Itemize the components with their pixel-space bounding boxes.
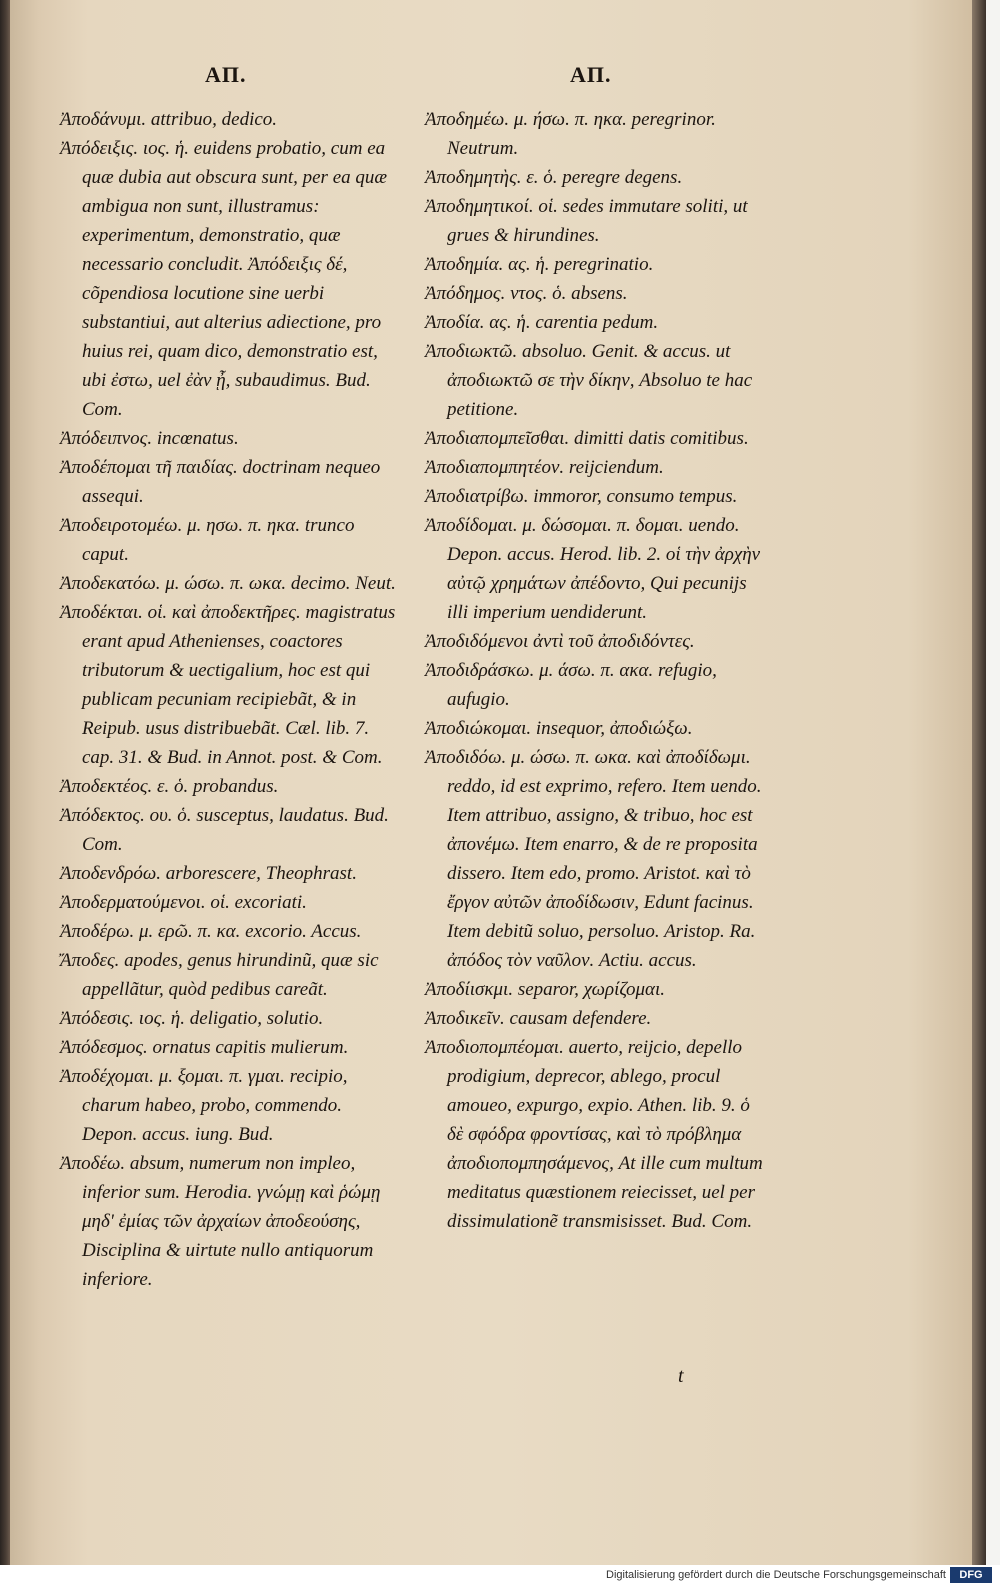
dfg-logo: DFG bbox=[950, 1567, 992, 1583]
page-right-edge bbox=[972, 0, 986, 1565]
dictionary-entry: Ἀποδημητικοί. οἱ. sedes immutare soliti, ut grues & hirundines. bbox=[425, 196, 748, 246]
dictionary-entry: Ἀπόδεσις. ιος. ἡ. deligatio, solutio. bbox=[60, 1008, 324, 1029]
dictionary-entry: Ἀποδέχομαι. μ. ξομαι. π. γμαι. recipio, charum habeo, probo, commendo. Depon. accus. iung. Bud. bbox=[60, 1066, 348, 1145]
dictionary-entry: Ἀποδέω. absum, numerum non impleo, inferior sum. Herodia. γνώμῃ καὶ ῥώμῃ μηδ' ἐμίας τῶν ἀρχαίων ἀποδεούσης, Disciplina & uirtute nullo antiquorum inferiore. bbox=[60, 1153, 381, 1290]
running-head-right: AΠ. bbox=[570, 62, 612, 87]
dictionary-entry: Ἀποδιαπομπητέον. reijciendum. bbox=[425, 457, 664, 478]
dictionary-entry: Ἀπόδειπνος. incœnatus. bbox=[60, 428, 239, 449]
dictionary-entry: Ἀπόδεκτος. ου. ὁ. susceptus, laudatus. Bud. Com. bbox=[60, 805, 389, 855]
dictionary-entry: Ἀπόδημος. ντος. ὁ. absens. bbox=[425, 283, 628, 304]
dictionary-entry: Ἀποδία. ας. ἡ. carentia pedum. bbox=[425, 312, 659, 333]
dictionary-entry: Ἀποδιδόω. μ. ώσω. π. ωκα. καὶ ἀποδίδωμι. reddo, id est exprimo, refero. Item uendo. Item attribuo, assigno, & tribuo, hoc est ἀπονέμω. Item enarro, & de re proposita dissero. Item edo, promo. Aristot. καὶ τὸ ἔργον αὐτῶν ἀποδίδωσιν, Edunt facinus. Item debitũ soluo, persoluo. Aristop. Ra. ἀπόδος τὸν ναῦλον. Actiu. accus. bbox=[425, 747, 762, 971]
book-spine-edge bbox=[0, 0, 10, 1565]
running-head-left: AΠ. bbox=[205, 62, 247, 87]
dictionary-entry: Ἀποδενδρόω. arborescere, Theophrast. bbox=[60, 863, 357, 884]
dictionary-entry: Ἀποδημέω. μ. ήσω. π. ηκα. peregrinor. Neutrum. bbox=[425, 109, 716, 159]
dictionary-entry: Ἀποδεκτέος. ε. ὁ. probandus. bbox=[60, 776, 279, 797]
dictionary-entry: Ἀποδέκται. οἱ. καὶ ἀποδεκτῆρες. magistratus erant apud Athenienses, coactores tributorum & uectigalium, hoc est qui publicam pecuniam recipiebãt, & in Reipub. usus distribuebãt. Cæl. lib. 7. cap. 31. & Bud. in Annot. post. & Com. bbox=[60, 602, 396, 768]
dictionary-entry: Ἀποδιοπομπέομαι. auerto, reijcio, depello prodigium, deprecor, ablego, procul amoueo, expurgo, expio. Athen. lib. 9. ὁ δὲ σφόδρα φροντίσας, καὶ τὸ πρόβλημα ἀποδιοπομπησάμενος, At ille cum multum meditatus quæstionem reiecisset, uel per dissimulationẽ transmisisset. Bud. Com. bbox=[425, 1037, 763, 1232]
dictionary-entry: Ἀποδημία. ας. ἡ. peregrinatio. bbox=[425, 254, 654, 275]
dictionary-entry: Ἀποδικεῖν. causam defendere. bbox=[425, 1008, 652, 1029]
dictionary-entry: Ἀποδίισκμι. separor, χωρίζομαι. bbox=[425, 979, 666, 1000]
dictionary-entry: Ἀπόδειξις. ιος. ἡ. euidens probatio, cum ea quæ dubia aut obscura sunt, per ea quæ ambigua non sunt, illustramus: experimentum, demonstratio, quæ necessario concludit. Ἀπόδειξις δέ, cõpendiosa locutione sine uerbi substantiui, aut alterius adiectione, pro huius rei, quam dico, demonstratio est, ubi ἐστω, uel ἐὰν ᾖ, subaudimus. Bud. Com. bbox=[60, 138, 388, 420]
footer-credit: Digitalisierung gefördert durch die Deutsche Forschungsgemeinschaft bbox=[606, 1569, 946, 1581]
dictionary-entry: Ἀποδειροτομέω. μ. ησω. π. ηκα. trunco caput. bbox=[60, 515, 355, 565]
dictionary-entry: Ἀπόδεσμος. ornatus capitis mulierum. bbox=[60, 1037, 349, 1058]
dictionary-entry: Ἀποδέρω. μ. ερῶ. π. κα. excorio. Accus. bbox=[60, 921, 362, 942]
right-column bbox=[425, 105, 765, 1236]
dictionary-entry: Ἀποδιδράσκω. μ. άσω. π. ακα. refugio, aufugio. bbox=[425, 660, 717, 710]
dictionary-entry: Ἀποδεκατόω. μ. ώσω. π. ωκα. decimo. Neut. bbox=[60, 573, 396, 594]
dictionary-entry: Ἀποδερματούμενοι. οἱ. excoriati. bbox=[60, 892, 307, 913]
dictionary-entry: Ἀποδίδομαι. μ. δώσομαι. π. δομαι. uendo. Depon. accus. Herod. lib. 2. οἱ τὴν ἀρχὴν αὐτῷ χρημάτων ἀπέδοντο, Qui pecunijs illi imperium uendiderunt. bbox=[425, 515, 761, 623]
dictionary-entry: Ἀποδιώκομαι. insequor, ἀποδιώξω. bbox=[425, 718, 693, 739]
dictionary-entry: Ἄποδες. apodes, genus hirundinũ, quæ sic appellãtur, quòd pedibus careãt. bbox=[60, 950, 379, 1000]
dictionary-entry: Ἀποδιαπομπεῖσθαι. dimitti datis comitibus. bbox=[425, 428, 749, 449]
dictionary-entry: Ἀποδέπομαι τῆ παιδίας. doctrinam nequeo assequi. bbox=[60, 457, 381, 507]
dictionary-entry: Ἀποδάνυμι. attribuo, dedico. bbox=[60, 109, 278, 130]
dictionary-entry: Ἀποδημητὴς. ε. ὁ. peregre degens. bbox=[425, 167, 683, 188]
signature-mark: t bbox=[678, 1365, 684, 1387]
dictionary-entry: Ἀποδιδόμενοι ἀντὶ τοῦ ἀποδιδόντες. bbox=[425, 631, 695, 652]
dictionary-entry: Ἀποδιωκτῶ. absoluo. Genit. & accus. ut ἀποδιωκτῶ σε τὴν δίκην, Absoluo te hac petitione. bbox=[425, 341, 753, 420]
left-column bbox=[60, 105, 398, 1294]
dictionary-entry: Ἀποδιατρίβω. immoror, consumo tempus. bbox=[425, 486, 738, 507]
